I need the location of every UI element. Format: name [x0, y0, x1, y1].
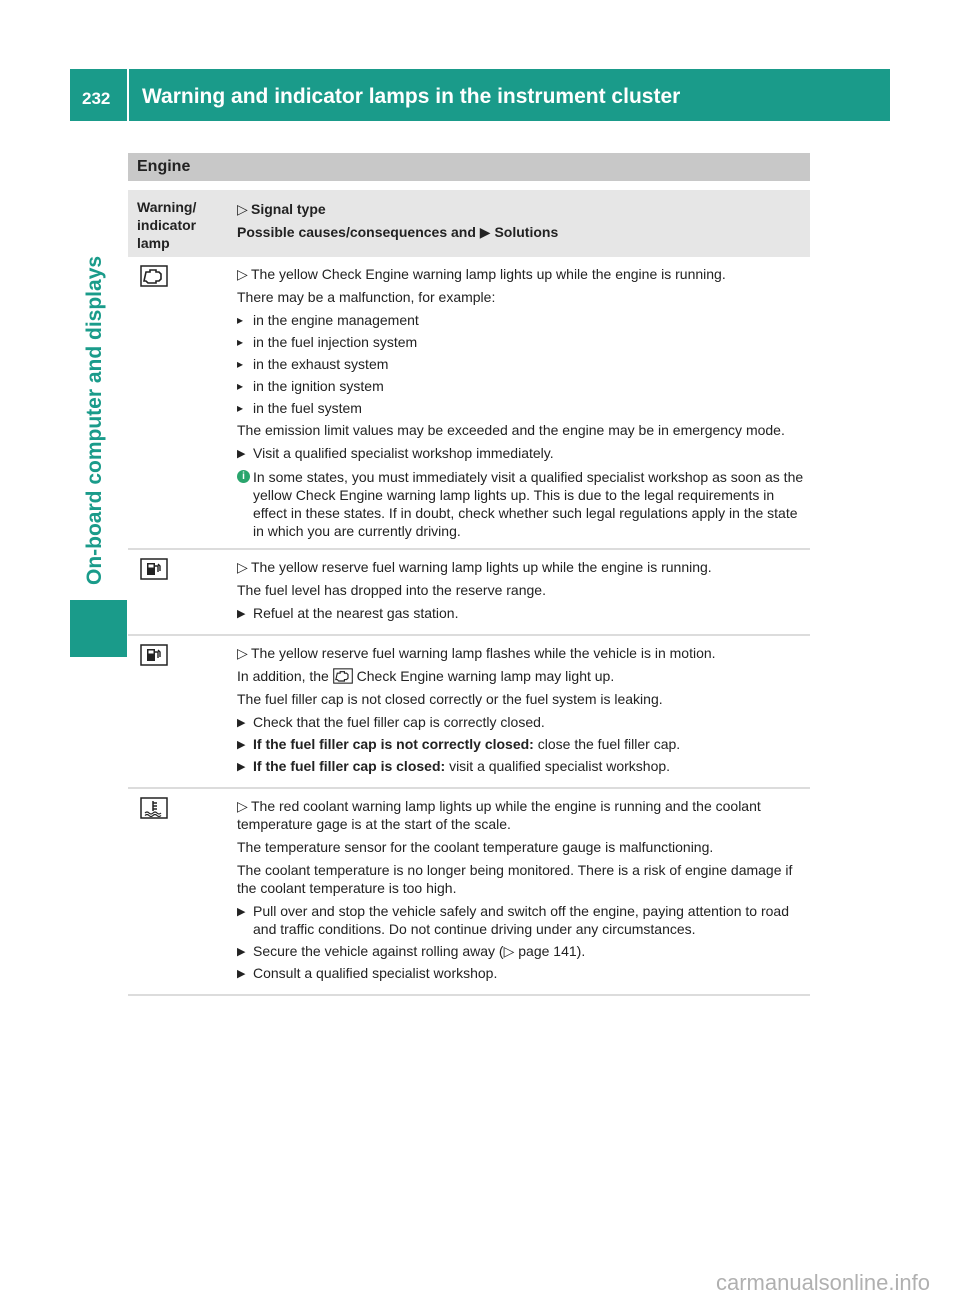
row3-step3-bold: If the fuel filler cap is closed:: [253, 758, 446, 774]
signal-icon: ▷: [237, 798, 248, 814]
header-divider: [127, 69, 129, 121]
side-tab-marker: [70, 600, 127, 657]
row3-step1: ▶ Check that the fuel filler cap is correctly closed.: [237, 713, 810, 731]
row2-text: The fuel level has dropped into the reserve range.: [237, 582, 546, 598]
row2-signal: The yellow reserve fuel warning lamp lights up while the engine is running.: [251, 559, 712, 575]
coolant-icon: [140, 797, 168, 819]
row3-step2-bold: If the fuel filler cap is not correctly closed:: [253, 736, 534, 752]
row3-step2-rest: close the fuel filler cap.: [537, 736, 681, 752]
row4-step1: ▶ Pull over and stop the vehicle safely and switch off the engine, paying attention to road and traffic conditions. Do not continue driving under any circumstances.: [237, 902, 810, 938]
row4-step2: [237, 942, 810, 960]
info-icon: i: [237, 470, 250, 483]
row3-addition-prefix: In addition, the: [237, 668, 329, 684]
row4-step2-prefix: Secure the vehicle against rolling away (: [253, 943, 504, 959]
row1-step: ▶ Visit a qualified specialist workshop immediately.: [237, 444, 810, 462]
col-header-solutions: [237, 198, 558, 244]
watermark: carmanualsonline.info: [715, 1270, 930, 1295]
check-engine-icon: [333, 668, 353, 684]
col-header-lamp: Warning/ indicator lamp: [137, 199, 197, 251]
list-item: ▸ in the exhaust system: [237, 355, 810, 373]
signal-icon: ▷: [237, 266, 248, 282]
page-reference-link[interactable]: page 141: [518, 943, 577, 959]
row1-note: In some states, you must immediately visit a qualified specialist workshop as soon as the yellow Check Engine warning lamp lights up. This is due to the legal requirements in effect in these states. If in doubt, check whether such legal regulations apply in the state in which you are currently driving.: [253, 469, 804, 539]
list-item: ▸ in the fuel system: [237, 399, 810, 417]
signal-icon: ▷: [237, 645, 248, 661]
warning-lamp-table: [128, 190, 810, 996]
page-header: [70, 69, 890, 121]
row1-intro: There may be a malfunction, for example:: [237, 289, 496, 305]
row4-text2: The coolant temperature is no longer being monitored. There is a risk of engine damage if the coolant temperature is too high.: [237, 862, 793, 896]
side-tab-label: On-board computer and displays: [83, 255, 106, 585]
table-row: [128, 636, 810, 789]
row2-step: ▶ Refuel at the nearest gas station.: [237, 604, 810, 622]
list-item: ▸ in the fuel injection system: [237, 333, 810, 351]
row4-signal: The red coolant warning lamp lights up while the engine is running and the coolant temperature gage is at the start of the scale.: [237, 798, 761, 832]
row4-text1: The temperature sensor for the coolant temperature gauge is malfunctioning.: [237, 839, 714, 855]
col-header-solutions-label: Solutions: [494, 224, 559, 240]
signal-icon: ▷: [237, 201, 248, 217]
signal-icon: ▷: [237, 559, 248, 575]
list-item: ▸ in the ignition system: [237, 377, 810, 395]
page-number: 232: [82, 89, 111, 108]
list-item: ▸ in the engine management: [237, 311, 810, 329]
page-ref-icon: ▷: [503, 943, 515, 959]
row3-step3-rest: visit a qualified specialist workshop.: [449, 758, 671, 774]
table-row: [128, 257, 810, 550]
table-row: [128, 789, 810, 996]
row4-step2-suffix: ).: [576, 943, 586, 959]
info-note: [237, 468, 810, 540]
section-header: [128, 153, 810, 181]
row3-text: The fuel filler cap is not closed correctly or the fuel system is leaking.: [237, 691, 663, 707]
fuel-reserve-icon: [140, 558, 168, 580]
step-arrow-icon: ▶: [479, 224, 491, 240]
table-row: [128, 550, 810, 636]
row1-signal: The yellow Check Engine warning lamp lights up while the engine is running.: [251, 266, 726, 282]
table-header: [128, 190, 810, 257]
row4-step3: ▶ Consult a qualified specialist workshop.: [237, 964, 810, 982]
row3-step2: [237, 735, 810, 753]
row3-addition-suffix: Check Engine warning lamp may light up.: [356, 668, 615, 684]
row3-signal: The yellow reserve fuel warning lamp flashes while the vehicle is in motion.: [251, 645, 716, 661]
check-engine-icon: [140, 265, 168, 287]
row1-after: The emission limit values may be exceeded and the engine may be in emergency mode.: [237, 422, 785, 438]
row3-step3: [237, 757, 810, 775]
col-header-signal: Signal type: [251, 201, 326, 217]
section-title: Engine: [137, 158, 191, 175]
fuel-reserve-icon: [140, 644, 168, 666]
page-title: Warning and indicator lamps in the instrument cluster: [142, 85, 681, 108]
col-header-causes: Possible causes/consequences and: [237, 224, 476, 240]
